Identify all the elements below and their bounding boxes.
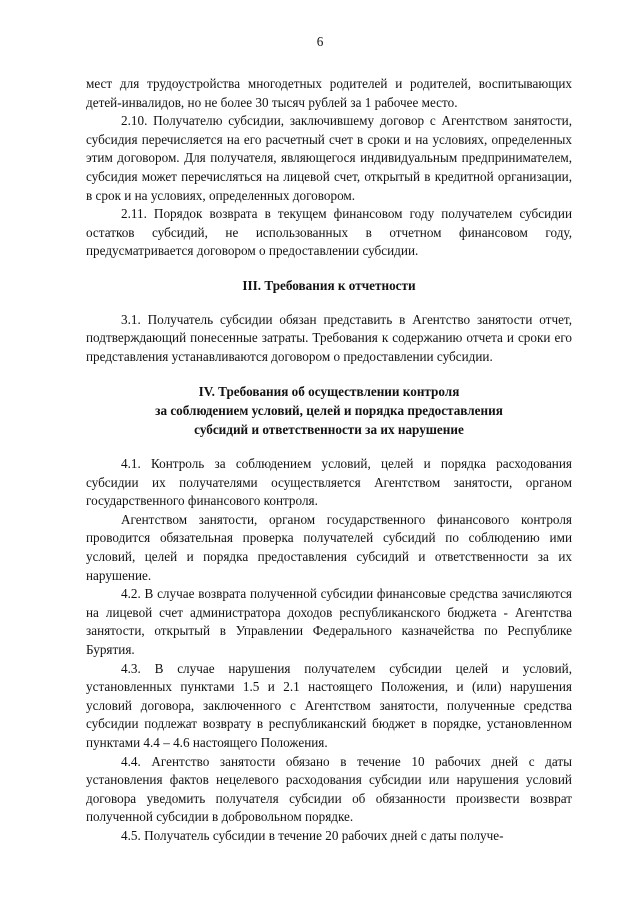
section-4-title [86,383,572,439]
page-number: 6 [316,34,324,49]
section-4-title-line-1: IV. Требования об осуществлении контроля [198,384,460,400]
paragraph-4-4: 4.4. Агентство занятости обязано в течение 10 рабочих дней с даты установления фактов нецелевого расходования субсидии или нарушения условий договора уведомить получателя субсидии об обязанности произвести возврат полученной субсидии в добровольном порядке. [86,753,572,825]
paragraph-4-1-continued: Агентством занятости, органом государственного финансового контроля проводится обязательная проверка получателей субсидий по соблюдению ими условий, целей и порядка предоставления субсидий и ответственности за их нарушение. [86,511,572,583]
section-4-title-line-2: за соблюдением условий, целей и порядка предоставления [155,402,503,418]
paragraph-4-3: 4.3. В случае нарушения получателем субсидии целей и условий, установленных пунктами 1.5 и 2.1 настоящего Положения, и (или) нарушения условий договора, заключенного с Агентством занятости, полученные средства субсидии подлежат возврату в республиканский бюджет в порядке, установленном пунктами 4.4 – 4.6 настоящего Положения. [86,660,572,750]
section-3-title: III. Требования к отчетности [242,277,416,293]
paragraph-4-1: 4.1. Контроль за соблюдением условий, целей и порядка расходования субсидии их получателями осуществляется Агентством занятости, органом государственного финансового контроля. [86,456,572,509]
paragraph-2-11: 2.11. Порядок возврата в текущем финансовом году получателем субсидии остатков субсидий, не использованных в отчетном финансовом году, предусматривается договором о предоставлении субсидии. [86,206,572,259]
document-body [86,75,572,846]
paragraph-3-1: 3.1. Получатель субсидии обязан представить в Агентство занятости отчет, подтверждающий понесенные затраты. Требования к содержанию отчета и сроки его представления устанавливаются договором о предоставлении субсидии. [86,311,572,364]
paragraph-4-5: 4.5. Получатель субсидии в течение 20 рабочих дней с даты получе- [121,827,504,843]
section-4-title-line-3: субсидий и ответственности за их нарушение [194,421,464,437]
paragraph-4-2: 4.2. В случае возврата полученной субсидии финансовые средства зачисляются на лицевой счет администратора доходов республиканского бюджета - Агентства занятости, открытый в Управлении Федерального казначейства по Республике Бурятия. [86,586,572,658]
paragraph-2-10: 2.10. Получателю субсидии, заключившему договор с Агентством занятости, субсидия перечисляется на его расчетный счет в сроки и на условиях, определенных этим договором. Для получателя, являющегося индивидуальным предпринимателем, субсидия может перечисляться на лицевой счет, открытый в кредитной организации, в срок и на условиях, определенных договором. [86,113,572,203]
paragraph-continuation: мест для трудоустройства многодетных родителей и родителей, воспитывающих детей-инвалидов, но не более 30 тысяч рублей за 1 рабочее место. [86,76,572,110]
